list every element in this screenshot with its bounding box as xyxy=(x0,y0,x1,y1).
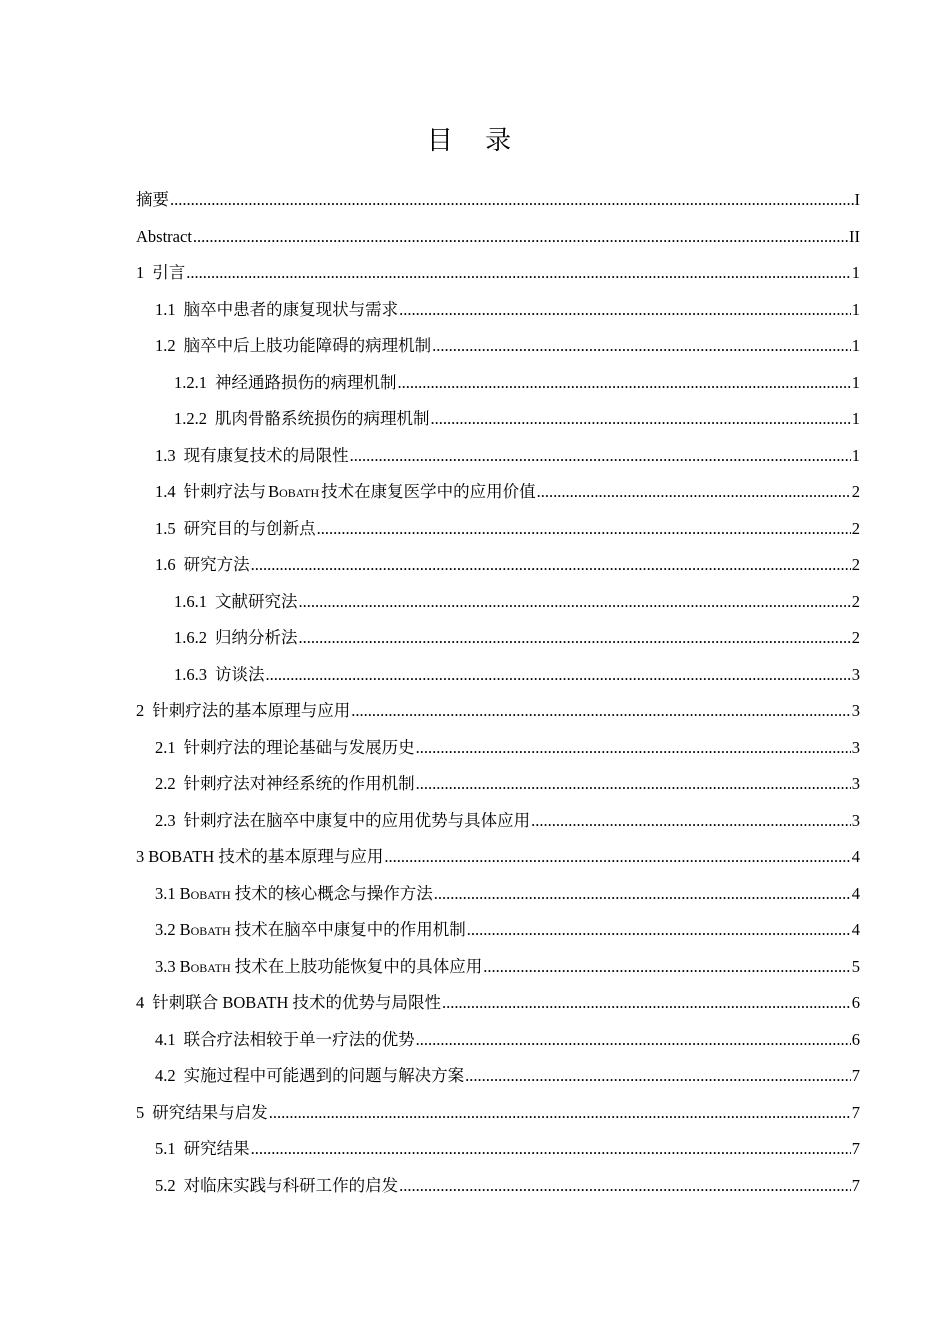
toc-leader-dots xyxy=(432,328,851,365)
toc-entry-text: 脑卒中后上肢功能障碍的病理机制 xyxy=(183,336,432,355)
toc-leader-dots xyxy=(431,401,851,438)
toc-entry-smallcaps-text: Bobath xyxy=(268,482,320,501)
toc-entry-number: 1.6 xyxy=(155,555,176,574)
toc-leader-dots xyxy=(467,912,851,949)
toc-entry-number: 2.1 xyxy=(155,737,176,757)
toc-leader-dots xyxy=(251,547,851,584)
toc-entry-label xyxy=(155,438,349,475)
toc-leader-dots xyxy=(351,693,851,730)
toc-entry-number: 3.3 xyxy=(155,956,176,976)
toc-leader-dots xyxy=(269,1095,851,1132)
toc-entry-smallcaps-text: Bobath xyxy=(179,883,231,903)
toc-entry-number: 4.2 xyxy=(155,1066,176,1085)
toc-leader-dots xyxy=(251,1131,851,1168)
table-of-contents xyxy=(136,182,860,1204)
toc-page-number: 1 xyxy=(851,445,860,465)
toc-page-number: 4 xyxy=(851,883,860,903)
toc-entry-label xyxy=(155,803,530,840)
toc-leader-dots xyxy=(266,657,851,694)
toc-entry[interactable] xyxy=(136,219,860,256)
toc-page-number: 1 xyxy=(851,372,860,392)
toc-entry-label xyxy=(155,949,482,986)
toc-page-number: 7 xyxy=(851,1139,860,1158)
toc-page-number: 2 xyxy=(851,591,860,611)
toc-entry[interactable] xyxy=(136,292,860,329)
toc-page-number: 1 xyxy=(851,263,860,282)
toc-entry-label xyxy=(155,1168,398,1205)
toc-entry-text: 访谈法 xyxy=(215,664,265,684)
toc-leader-dots xyxy=(483,949,850,986)
toc-page-number: 4 xyxy=(851,920,860,939)
toc-leader-dots xyxy=(170,182,854,219)
toc-entry-number: 1.2.2 xyxy=(174,409,207,428)
toc-leader-dots xyxy=(465,1058,851,1095)
toc-leader-dots xyxy=(416,1022,851,1059)
toc-entry-number: 5.1 xyxy=(155,1139,176,1158)
toc-entry[interactable] xyxy=(136,547,860,584)
toc-entry[interactable] xyxy=(136,401,860,438)
toc-entry-number: 2.2 xyxy=(155,774,176,793)
toc-entry-label xyxy=(136,182,169,219)
toc-entry-label xyxy=(155,474,536,511)
toc-entry-text: 脑卒中患者的康复现状与需求 xyxy=(183,299,399,319)
toc-page-number: 2 xyxy=(851,555,860,574)
toc-entry-label xyxy=(174,620,298,657)
toc-entry-text: 研究结果 xyxy=(183,1139,250,1158)
toc-entry-text: 针刺疗法的基本原理与应用 xyxy=(152,701,351,720)
toc-entry-text: 对临床实践与科研工作的启发 xyxy=(183,1175,399,1195)
toc-page-number: 5 xyxy=(851,956,860,976)
toc-entry-label xyxy=(155,1058,464,1095)
toc-entry-label xyxy=(174,365,397,402)
toc-entry-text: 技术在脑卒中康复中的作用机制 xyxy=(230,920,466,939)
toc-leader-dots xyxy=(416,730,851,767)
toc-entry-text: 针刺疗法与 xyxy=(183,482,267,501)
toc-entry-text: Abstract xyxy=(136,226,192,246)
toc-entry-number: 1.6.2 xyxy=(174,628,207,647)
toc-entry-label xyxy=(136,839,383,876)
toc-entry-number: 1 xyxy=(136,263,145,282)
page-title: 目 录 xyxy=(426,126,524,156)
toc-page-number: 1 xyxy=(851,336,860,355)
toc-leader-dots xyxy=(399,292,851,329)
toc-entry[interactable] xyxy=(136,693,860,730)
toc-entry[interactable] xyxy=(136,182,860,219)
toc-entry-text: 联合疗法相较于单一疗法的优势 xyxy=(183,1029,415,1049)
toc-leader-dots xyxy=(531,803,851,840)
toc-page-number: I xyxy=(854,190,860,209)
toc-entry-smallcaps-text: Bobath xyxy=(179,956,231,976)
toc-entry-text: 技术在上肢功能恢复中的具体应用 xyxy=(230,956,483,976)
toc-entry-label xyxy=(155,328,431,365)
toc-entry[interactable] xyxy=(136,328,860,365)
toc-entry-text: 研究目的与创新点 xyxy=(183,518,316,538)
toc-entry-label xyxy=(155,912,466,949)
toc-entry[interactable] xyxy=(136,365,860,402)
toc-entry-text: 神经通路损伤的病理机制 xyxy=(215,372,397,392)
toc-entry-number: 1.2 xyxy=(155,336,176,355)
toc-entry[interactable] xyxy=(136,949,860,986)
toc-entry[interactable] xyxy=(136,657,860,694)
toc-entry-number: 5.2 xyxy=(155,1175,176,1195)
toc-page-number: 3 xyxy=(851,737,860,757)
toc-entry-label xyxy=(155,511,316,548)
toc-entry-number: 2.3 xyxy=(155,810,176,830)
toc-page-number: 6 xyxy=(851,1029,860,1049)
toc-entry-text: 技术在康复医学中的应用价值 xyxy=(321,482,536,501)
toc-entry-text: 归纳分析法 xyxy=(215,628,298,647)
toc-entry-number: 1.6.3 xyxy=(174,664,207,684)
toc-entry-text: 肌肉骨骼系统损伤的病理机制 xyxy=(215,409,430,428)
toc-entry-text: BOBATH 技术的基本原理与应用 xyxy=(148,847,384,866)
toc-entry-smallcaps-text: Bobath xyxy=(179,920,231,939)
toc-entry[interactable] xyxy=(136,912,860,949)
toc-entry-label xyxy=(155,292,398,329)
toc-entry-text: 针刺联合 BOBATH 技术的优势与局限性 xyxy=(152,993,442,1012)
toc-entry-number: 1.2.1 xyxy=(174,372,207,392)
toc-entry-text: 针刺疗法对神经系统的作用机制 xyxy=(183,774,415,793)
toc-entry-label xyxy=(174,584,298,621)
toc-leader-dots xyxy=(434,876,851,913)
toc-entry-text: 针刺疗法的理论基础与发展历史 xyxy=(183,737,415,757)
toc-page-number: 7 xyxy=(851,1175,860,1195)
toc-leader-dots xyxy=(193,219,848,256)
toc-entry-number: 3.2 xyxy=(155,920,176,939)
toc-leader-dots xyxy=(384,839,850,876)
toc-page-number: 3 xyxy=(851,810,860,830)
toc-leader-dots xyxy=(350,438,851,475)
toc-entry-label xyxy=(155,730,415,767)
toc-entry-label xyxy=(155,547,250,584)
toc-entry-text: 现有康复技术的局限性 xyxy=(183,445,349,465)
toc-leader-dots xyxy=(416,766,851,803)
toc-entry-text: 研究方法 xyxy=(183,555,250,574)
toc-entry-number: 3 xyxy=(136,847,145,866)
toc-entry-number: 1.1 xyxy=(155,299,176,319)
toc-page-number: II xyxy=(849,226,860,246)
toc-entry-label xyxy=(155,1022,415,1059)
toc-page-number: 2 xyxy=(851,482,860,501)
toc-entry[interactable] xyxy=(136,766,860,803)
toc-entry-number: 1.5 xyxy=(155,518,176,538)
toc-entry-label xyxy=(136,219,192,256)
toc-entry[interactable] xyxy=(136,839,860,876)
toc-entry-number: 3.1 xyxy=(155,883,176,903)
toc-entry[interactable] xyxy=(136,876,860,913)
toc-entry-label xyxy=(155,766,415,803)
toc-entry-label xyxy=(136,693,350,730)
toc-page-number: 1 xyxy=(851,409,860,428)
toc-entry[interactable] xyxy=(136,1022,860,1059)
toc-entry-text: 摘要 xyxy=(136,190,169,209)
toc-page-number: 3 xyxy=(851,774,860,793)
toc-entry-number: 5 xyxy=(136,1102,145,1122)
toc-leader-dots xyxy=(442,985,851,1022)
toc-page-number: 3 xyxy=(851,664,860,684)
toc-entry[interactable] xyxy=(136,1168,860,1205)
toc-entry-label xyxy=(136,1095,268,1132)
toc-entry-label xyxy=(174,657,265,694)
toc-leader-dots xyxy=(398,365,851,402)
toc-entry-text: 引言 xyxy=(152,263,186,282)
toc-entry-label xyxy=(136,985,441,1022)
toc-entry-number: 4.1 xyxy=(155,1029,176,1049)
toc-entry[interactable] xyxy=(136,511,860,548)
toc-entry-number: 1.6.1 xyxy=(174,591,207,611)
toc-entry[interactable] xyxy=(136,474,860,511)
toc-entry-text: 文献研究法 xyxy=(215,591,298,611)
toc-entry-label xyxy=(155,876,433,913)
toc-page-number: 2 xyxy=(851,628,860,647)
toc-entry-label xyxy=(136,255,185,292)
toc-leader-dots xyxy=(399,1168,851,1205)
toc-entry-number: 2 xyxy=(136,701,145,720)
toc-entry[interactable] xyxy=(136,1095,860,1132)
toc-page-number: 6 xyxy=(851,993,860,1012)
toc-entry[interactable] xyxy=(136,803,860,840)
toc-page-number: 1 xyxy=(851,299,860,319)
toc-page-number: 7 xyxy=(851,1066,860,1085)
toc-leader-dots xyxy=(317,511,851,548)
toc-leader-dots xyxy=(537,474,851,511)
toc-leader-dots xyxy=(186,255,851,292)
toc-entry[interactable] xyxy=(136,255,860,292)
toc-page-number: 7 xyxy=(851,1102,860,1122)
toc-page-number: 3 xyxy=(851,701,860,720)
toc-page-number: 2 xyxy=(851,518,860,538)
toc-entry-text: 实施过程中可能遇到的问题与解决方案 xyxy=(183,1066,465,1085)
toc-entry[interactable] xyxy=(136,730,860,767)
toc-entry-number: 1.3 xyxy=(155,445,176,465)
toc-entry[interactable] xyxy=(136,985,860,1022)
toc-entry[interactable] xyxy=(136,438,860,475)
toc-entry[interactable] xyxy=(136,584,860,621)
toc-page-number: 4 xyxy=(851,847,860,866)
toc-entry-label xyxy=(174,401,430,438)
toc-leader-dots xyxy=(299,584,851,621)
toc-leader-dots xyxy=(299,620,851,657)
toc-entry-text: 研究结果与启发 xyxy=(152,1102,268,1122)
toc-entry-label xyxy=(155,1131,250,1168)
toc-entry[interactable] xyxy=(136,1058,860,1095)
toc-entry-number: 1.4 xyxy=(155,482,176,501)
toc-entry[interactable] xyxy=(136,620,860,657)
toc-entry[interactable] xyxy=(136,1131,860,1168)
toc-entry-text: 技术的核心概念与操作方法 xyxy=(230,883,433,903)
toc-entry-number: 4 xyxy=(136,993,145,1012)
toc-entry-text: 针刺疗法在脑卒中康复中的应用优势与具体应用 xyxy=(183,810,531,830)
